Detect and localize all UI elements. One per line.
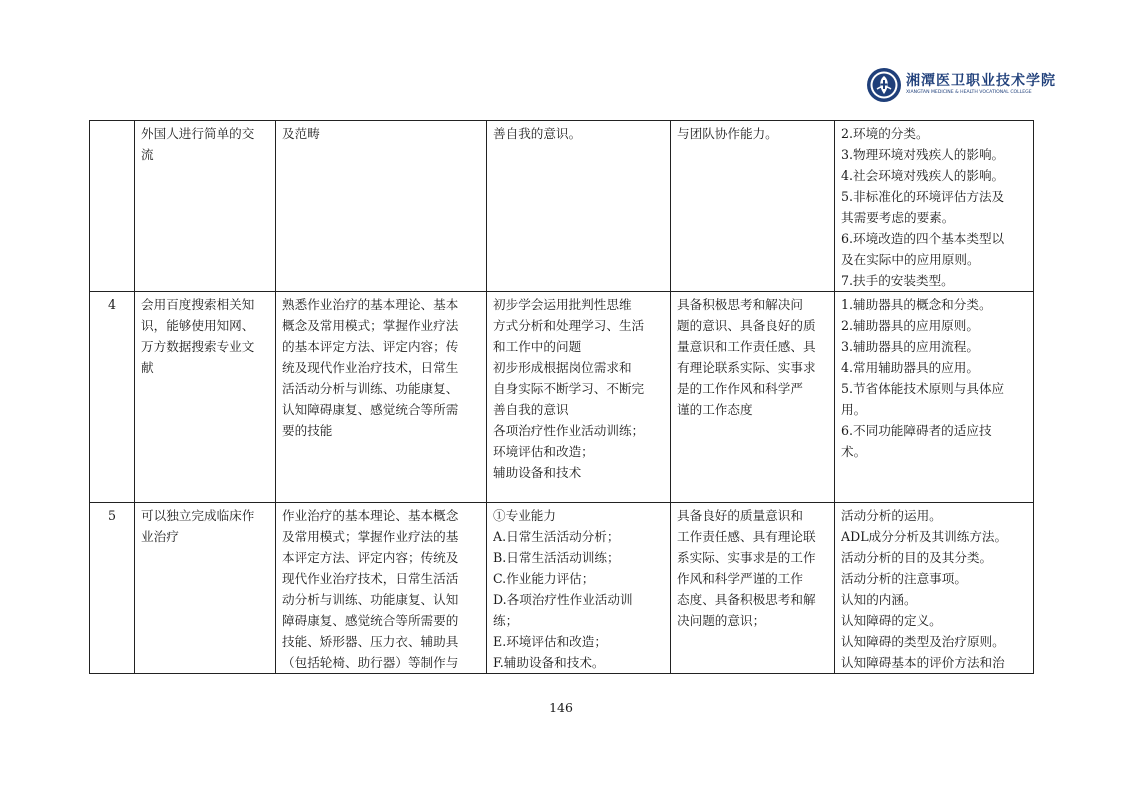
college-emblem-icon xyxy=(866,67,902,103)
cell-col4 xyxy=(671,121,835,292)
cell-line: 善自我的意识。 xyxy=(493,126,582,141)
cell-line: 5.非标准化的环境评估方法及 xyxy=(841,189,1005,204)
cell-col1 xyxy=(135,121,276,292)
cell-line: 流 xyxy=(141,147,154,162)
cell-col5 xyxy=(835,292,1034,503)
cell-col5 xyxy=(835,121,1034,292)
cell-line: 初步学会运用批判性思维 xyxy=(493,297,632,312)
cell-line: C.作业能力评估； xyxy=(493,571,595,586)
cell-line: 3.物理环境对残疾人的影响。 xyxy=(841,147,1005,162)
cell-line: 1.辅助器具的概念和分类。 xyxy=(841,297,992,312)
cell-line: 现代作业治疗技术，日常生活活 xyxy=(282,571,459,586)
cell-line: 2.辅助器具的应用原则。 xyxy=(841,318,979,333)
cell-line: 概念及常用模式；掌握作业疗法 xyxy=(282,318,459,333)
row-number-cell xyxy=(90,292,135,503)
cell-line: 初步形成根据岗位需求和 xyxy=(493,360,632,375)
cell-line: 活动分析的运用。 xyxy=(841,508,942,523)
cell-line: 决问题的意识； xyxy=(677,613,766,628)
cell-col5 xyxy=(835,503,1034,674)
cell-line: 系实际、实事求是的工作 xyxy=(677,550,816,565)
cell-col3 xyxy=(487,503,671,674)
cell-line: 动分析与训练、功能康复、认知 xyxy=(282,592,459,607)
cell-line: 有理论联系实际、实事求 xyxy=(677,360,816,375)
cell-line: 识，能够使用知网、 xyxy=(141,318,255,333)
cell-line: B.日常生活活动训练； xyxy=(493,550,620,565)
cell-line: 自身实际不断学习、不断完 xyxy=(493,381,645,396)
cell-line: 其需要考虑的要素。 xyxy=(841,210,955,225)
table-row xyxy=(90,292,1034,503)
cell-line: ①专业能力 xyxy=(493,508,556,523)
cell-line: 各项治疗性作业活动训练； xyxy=(493,423,645,438)
cell-line: 统及现代作业治疗技术，日常生 xyxy=(282,360,459,375)
cell-line: 方式分析和处理学习、生活 xyxy=(493,318,645,333)
cell-col3 xyxy=(487,121,671,292)
cell-line: 辅助设备和技术 xyxy=(493,465,582,480)
cell-col1 xyxy=(135,292,276,503)
cell-line: 5.节省体能技术原则与具体应 xyxy=(841,381,1005,396)
cell-col4 xyxy=(671,292,835,503)
cell-line: 与团队协作能力。 xyxy=(677,126,778,141)
cell-line: 量意识和工作责任感、具 xyxy=(677,339,816,354)
cell-line: 业治疗 xyxy=(141,529,179,544)
cell-line: 要的技能 xyxy=(282,423,333,438)
cell-line: 认知障碍康复、感觉统合等所需 xyxy=(282,402,459,417)
cell-line: 活活动分析与训练、功能康复、 xyxy=(282,381,459,396)
cell-line: 本评定方法、评定内容；传统及 xyxy=(282,550,459,565)
cell-line: 6.不同功能障碍者的适应技 xyxy=(841,423,992,438)
cell-line: 谨的工作态度 xyxy=(677,402,753,417)
cell-line: 7.扶手的安装类型。 xyxy=(841,273,954,288)
cell-line: 环境评估和改造； xyxy=(493,444,594,459)
cell-line: 认知障碍的类型及治疗原则。 xyxy=(841,634,1005,649)
college-name-en: XIANGTAN MEDICINE & HEALTH VOCATIONAL COLLEGE xyxy=(906,90,1032,96)
cell-line: D.各项治疗性作业活动训 xyxy=(493,592,633,607)
cell-line: 具备积极思考和解决问 xyxy=(677,297,803,312)
cell-col3 xyxy=(487,292,671,503)
table-row xyxy=(90,503,1034,674)
cell-col2 xyxy=(276,121,487,292)
cell-line: F.辅助设备和技术。 xyxy=(493,655,605,670)
cell-line: 献 xyxy=(141,360,154,375)
cell-line: 善自我的意识 xyxy=(493,402,569,417)
cell-line: （包括轮椅、助行器）等制作与 xyxy=(282,655,459,670)
cell-line: 态度、具备积极思考和解 xyxy=(677,592,816,607)
row-number: 4 xyxy=(107,297,116,312)
cell-line: 障碍康复、感觉统合等所需要的 xyxy=(282,613,459,628)
cell-line: 2.环境的分类。 xyxy=(841,126,929,141)
cell-line: 熟悉作业治疗的基本理论、基本 xyxy=(282,297,459,312)
cell-line: 万方数据搜索专业文 xyxy=(141,339,255,354)
cell-col2 xyxy=(276,503,487,674)
cell-line: ADL成分分析及其训练方法。 xyxy=(841,529,1008,544)
cell-line: A.日常生活活动分析； xyxy=(493,529,620,544)
cell-line: 具备良好的质量意识和 xyxy=(677,508,803,523)
cell-line: 和工作中的问题 xyxy=(493,339,582,354)
cell-line: 作风和科学严谨的工作 xyxy=(677,571,803,586)
cell-line: 题的意识、具备良好的质 xyxy=(677,318,816,333)
cell-line: 会用百度搜索相关知 xyxy=(141,297,255,312)
cell-line: 的基本评定方法、评定内容；传 xyxy=(282,339,459,354)
cell-line: 练； xyxy=(493,613,519,628)
cell-line: 技能、矫形器、压力衣、辅助具 xyxy=(282,634,459,649)
cell-line: 认知障碍基本的评价方法和治 xyxy=(841,655,1005,670)
cell-line: 及常用模式；掌握作业疗法的基 xyxy=(282,529,459,544)
cell-line: 可以独立完成临床作 xyxy=(141,508,255,523)
college-logo xyxy=(866,66,1056,104)
cell-line: 术。 xyxy=(841,444,867,459)
cell-line: E.环境评估和改造； xyxy=(493,634,607,649)
page-number: 146 xyxy=(549,700,573,715)
cell-line: 活动分析的目的及其分类。 xyxy=(841,550,993,565)
cell-line: 认知的内涵。 xyxy=(841,592,917,607)
cell-line: 4.社会环境对残疾人的影响。 xyxy=(841,168,1005,183)
cell-col1 xyxy=(135,503,276,674)
cell-col2 xyxy=(276,292,487,503)
cell-col4 xyxy=(671,503,835,674)
cell-line: 工作责任感、具有理论联 xyxy=(677,529,816,544)
cell-line: 及在实际中的应用原则。 xyxy=(841,252,980,267)
cell-line: 是的工作作风和科学严 xyxy=(677,381,803,396)
row-number: 5 xyxy=(107,508,116,523)
college-name-cn: 湘潭医卫职业技术学院 xyxy=(906,73,1056,90)
cell-line: 及范畴 xyxy=(282,126,320,141)
cell-line: 6.环境改造的四个基本类型以 xyxy=(841,231,1005,246)
cell-line: 3.辅助器具的应用流程。 xyxy=(841,339,979,354)
row-number-cell xyxy=(90,121,135,292)
cell-line: 认知障碍的定义。 xyxy=(841,613,942,628)
cell-line: 用。 xyxy=(841,402,867,417)
cell-line: 作业治疗的基本理论、基本概念 xyxy=(282,508,459,523)
row-number-cell xyxy=(90,503,135,674)
curriculum-table xyxy=(89,120,1034,674)
cell-line: 4.常用辅助器具的应用。 xyxy=(841,360,979,375)
cell-line: 活动分析的注意事项。 xyxy=(841,571,967,586)
cell-line: 外国人进行简单的交 xyxy=(141,126,255,141)
table-row xyxy=(90,121,1034,292)
